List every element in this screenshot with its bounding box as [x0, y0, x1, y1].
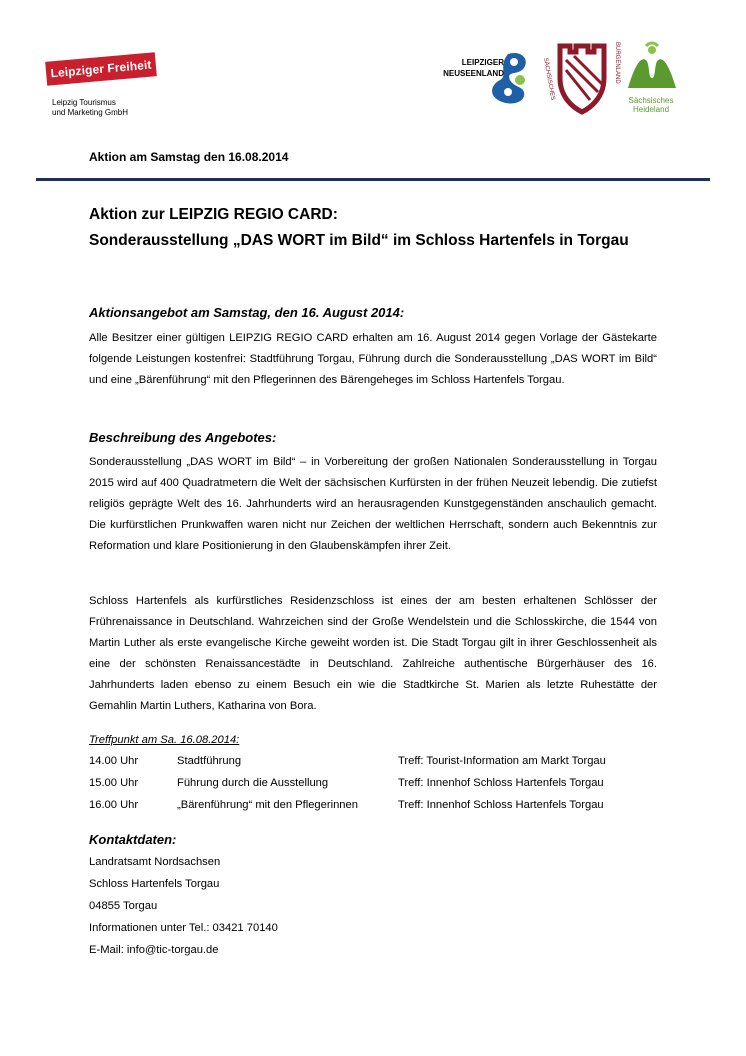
contact-line: 04855 Torgau	[89, 900, 158, 912]
title-line2: Sonderausstellung „DAS WORT im Bild“ im Schloss Hartenfels in Torgau	[89, 232, 629, 249]
page-title	[89, 202, 669, 254]
schedule-heading: Treffpunkt am Sa. 16.08.2014:	[89, 734, 240, 746]
heideland-line2: Heideland	[632, 105, 670, 114]
description-heading: Beschreibung des Angebotes:	[89, 430, 277, 445]
header-divider	[36, 178, 710, 181]
schedule-place: Treff: Innenhof Schloss Hartenfels Torgau	[398, 777, 604, 789]
schedule-place: Treff: Tourist-Information am Markt Torgau	[398, 755, 606, 767]
contact-line: Informationen unter Tel.: 03421 70140	[89, 922, 278, 934]
heideland-line1: Sächsisches	[628, 96, 674, 105]
neuseenland-line2: NEUSEENLAND	[443, 69, 504, 78]
title-line1: Aktion zur LEIPZIG REGIO CARD:	[89, 206, 338, 223]
schedule-event: „Bärenführung“ mit den Pflegerinnen	[177, 799, 358, 811]
schedule-event: Führung durch die Ausstellung	[177, 777, 329, 789]
offer-heading: Aktionsangebot am Samstag, den 16. August 2014:	[89, 305, 405, 320]
schedule-event: Stadtführung	[177, 755, 242, 767]
logo-subtitle-line1: Leipzig Tourismus	[52, 98, 116, 107]
svg-text:SÄCHSISCHES: SÄCHSISCHES	[542, 57, 556, 101]
leipziger-freiheit-logo: Leipziger Freiheit	[45, 52, 157, 85]
description-para1: Sonderausstellung „DAS WORT im Bild“ – in Vorbereitung der großen Nationalen Sonderausstellung in Torgau 2015 wird auf 400 Quadratmetern die Welt der sächsischen Kurfürsten in der frühen Neuzeit lebendig. Die zutiefst religiös geprägte Welt des 16. Jahrhunderts wird an herausragenden Kunstgegenständen anschaulich gemacht. Die kurfürstlichen Prunkwaffen waren nicht nur Zeichen der weltlichen Herrschaft, sondern auch Bekenntnis zur Reformation und klare Positionierung in den Glaubenskämpfen ihrer Zeit.	[89, 456, 657, 552]
schedule-row	[89, 799, 669, 819]
offer-text: Alle Besitzer einer gültigen LEIPZIG REGIO CARD erhalten am 16. August 2014 gegen Vorlage der Gästekarte folgende Leistungen kostenfrei: Stadtführung Torgau, Führung durch die Sonderausstellung „DAS WORT im Bild“ und eine „Bärenführung“ mit den Pflegerinnen des Bärengeheges im Schloss Hartenfels Torgau.	[89, 332, 657, 386]
schedule-time: 16.00 Uhr	[89, 799, 139, 811]
logo-subtitle	[52, 98, 128, 118]
contact-heading: Kontaktdaten:	[89, 832, 177, 847]
date-heading: Aktion am Samstag den 16.08.2014	[89, 150, 289, 164]
heideland-logo-icon	[624, 38, 680, 96]
contact-line: Schloss Hartenfels Torgau	[89, 878, 220, 890]
schedule-place: Treff: Innenhof Schloss Hartenfels Torgau	[398, 799, 604, 811]
heideland-logo-text	[616, 96, 686, 114]
logo-subtitle-line2: und Marketing GmbH	[52, 108, 129, 117]
schedule-row	[89, 755, 669, 775]
contact-line: Landratsamt Nordsachsen	[89, 856, 221, 868]
neuseenland-line1: LEIPZIGER	[461, 58, 504, 67]
svg-text:BURGENLAND: BURGENLAND	[614, 42, 620, 84]
neuseenland-logo-icon	[486, 50, 536, 106]
schedule-time: 15.00 Uhr	[89, 777, 139, 789]
burgenland-logo	[540, 38, 624, 128]
schedule-time: 14.00 Uhr	[89, 755, 139, 767]
schedule-row	[89, 777, 669, 797]
description-para2: Schloss Hartenfels als kurfürstliches Residenzschloss ist eines der am besten erhaltenen Schlösser der Frührenaissance in Deutschland. Wahrzeichen sind der Große Wendelstein und die Schlosskirche, die 1544 von Martin Luther als erste evangelische Kirche geweiht worden ist. Die Stadt Torgau gilt in ihrer Geschlossenheit als eine der schönsten Renaissancestädte in Deutschland. Zahlreiche authentische Bürgerhäuser des 16. Jahrhunderts laden ebenso zu einem Besuch ein wie die Stadtkirche St. Marien als letzte Ruhestätte der Gemahlin Martin Luthers, Katharina von Bora.	[89, 595, 657, 712]
contact-email[interactable]: E-Mail: info@tic-torgau.de	[89, 944, 219, 956]
